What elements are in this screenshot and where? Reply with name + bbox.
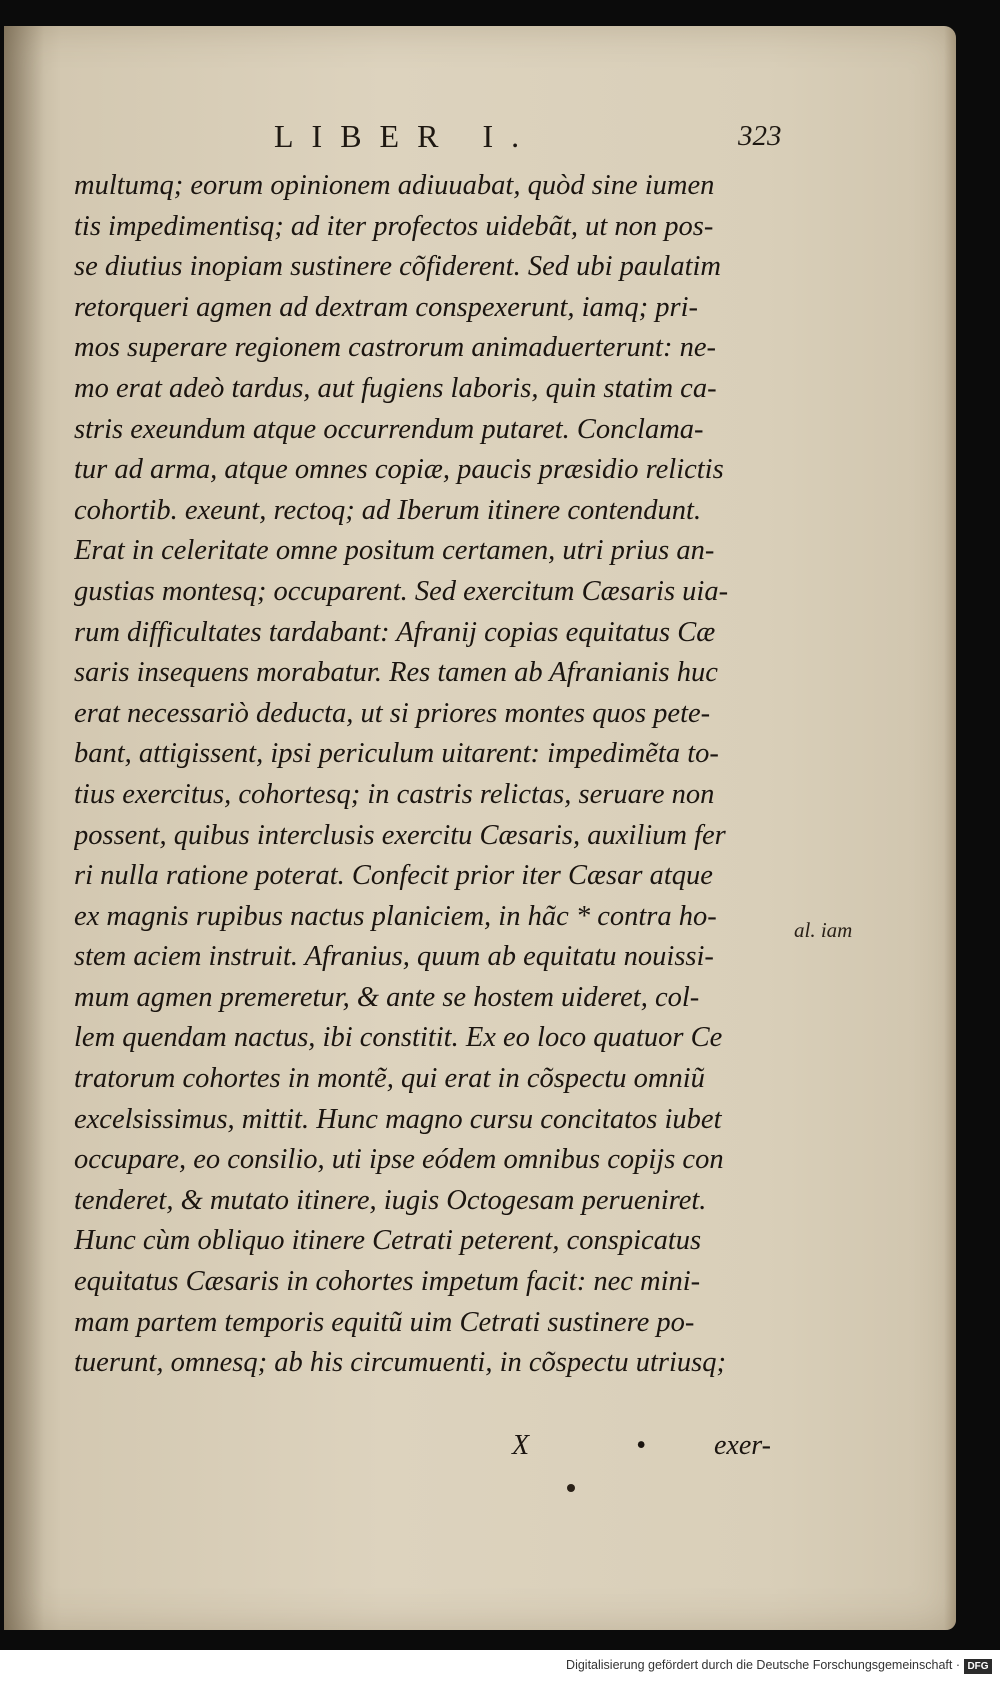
ink-speck [567, 1484, 575, 1492]
text-line: tuerunt, omnesq; ab his circumuenti, in cõspectu utriusq; [74, 1347, 726, 1379]
signature-mark: X [512, 1430, 530, 1461]
book-page [4, 26, 956, 1630]
text-line: possent, quibus interclusis exercitu Cæsaris, auxilium fer [74, 819, 726, 851]
text-line: tis impedimentisq; ad iter profectos uidebãt, ut non pos- [74, 210, 714, 242]
text-line: equitatus Cæsaris in cohortes impetum facit: nec mini- [74, 1266, 701, 1298]
text-line: stem aciem instruit. Afranius, quum ab equitatu nouissi- [74, 941, 714, 973]
text-line: se diutius inopiam sustinere cõfiderent. Sed ubi paulatim [74, 251, 721, 283]
text-line: tenderet, & mutato itinere, iugis Octogesam perueniret. [74, 1184, 707, 1216]
text-line: saris insequens morabatur. Res tamen ab Afranianis huc [74, 657, 718, 689]
text-line: mo erat adeò tardus, aut fugiens laboris, quin statim ca- [74, 372, 717, 404]
dfg-logo-icon: DFG [964, 1659, 992, 1674]
text-line: multumq; eorum opinionem adiuuabat, quòd sine iumen [74, 170, 715, 201]
text-line: gustias montesq; occuparent. Sed exercitum Cæsaris uia- [74, 575, 729, 607]
text-line: stris exeundum atque occurrendum putaret. Conclama- [74, 413, 704, 445]
text-line: cohortib. exeunt, rectoq; ad Iberum itinere contendunt. [74, 494, 702, 526]
page-number: 323 [738, 120, 782, 152]
text-line: tur ad arma, atque omnes copiæ, paucis præsidio relictis [74, 454, 724, 486]
text-line: erat necessariò deducta, ut si priores montes quos pete- [74, 697, 711, 729]
running-title: LIBER I. [274, 118, 538, 154]
attribution-text: Digitalisierung gefördert durch die Deutsche Forschungsgemeinschaft · [566, 1658, 960, 1672]
text-line: rum difficultates tardabant: Afranij copias equitatus Cæ [74, 616, 716, 648]
text-line: occupare, eo consilio, uti ipse eódem omnibus copijs con [74, 1144, 724, 1176]
page-footer [4, 1430, 956, 1470]
text-line: Hunc cùm obliquo itinere Cetrati peterent, conspicatus [74, 1225, 702, 1257]
text-line: retorqueri agmen ad dextram conspexerunt, iamq; pri- [74, 291, 698, 323]
text-line: bant, attigissent, ipsi periculum uitarent: impedimẽta to- [74, 738, 719, 770]
marginal-note: al. iam [794, 918, 853, 942]
text-line: tratorum cohortes in montẽ, qui erat in cõspectu omniũ [74, 1063, 705, 1095]
page-header [4, 118, 956, 158]
text-line: Erat in celeritate omne positum certamen, utri prius an- [74, 535, 715, 567]
catchword: exer- [714, 1430, 771, 1461]
text-line: excelsissimus, mittit. Hunc magno cursu concitatos iubet [74, 1103, 722, 1135]
text-line: mos superare regionem castrorum animaduerterunt: ne- [74, 332, 716, 364]
main-text [74, 166, 794, 1384]
text-line: tius exercitus, cohortesq; in castris relictas, seruare non [74, 778, 715, 810]
text-line: ex magnis rupibus nactus planiciem, in hãc * contra ho- [74, 900, 717, 932]
digitization-attribution [0, 1655, 1000, 1681]
text-line: ri nulla ratione poterat. Confecit prior iter Cæsar atque [74, 860, 713, 892]
text-line: mam partem temporis equitũ uim Cetrati sustinere po- [74, 1306, 695, 1338]
text-line: lem quendam nactus, ibi constitit. Ex eo loco quatuor Ce [74, 1022, 723, 1054]
signature-dot: • [636, 1430, 646, 1461]
text-line: mum agmen premeretur, & ante se hostem uideret, col- [74, 981, 700, 1013]
